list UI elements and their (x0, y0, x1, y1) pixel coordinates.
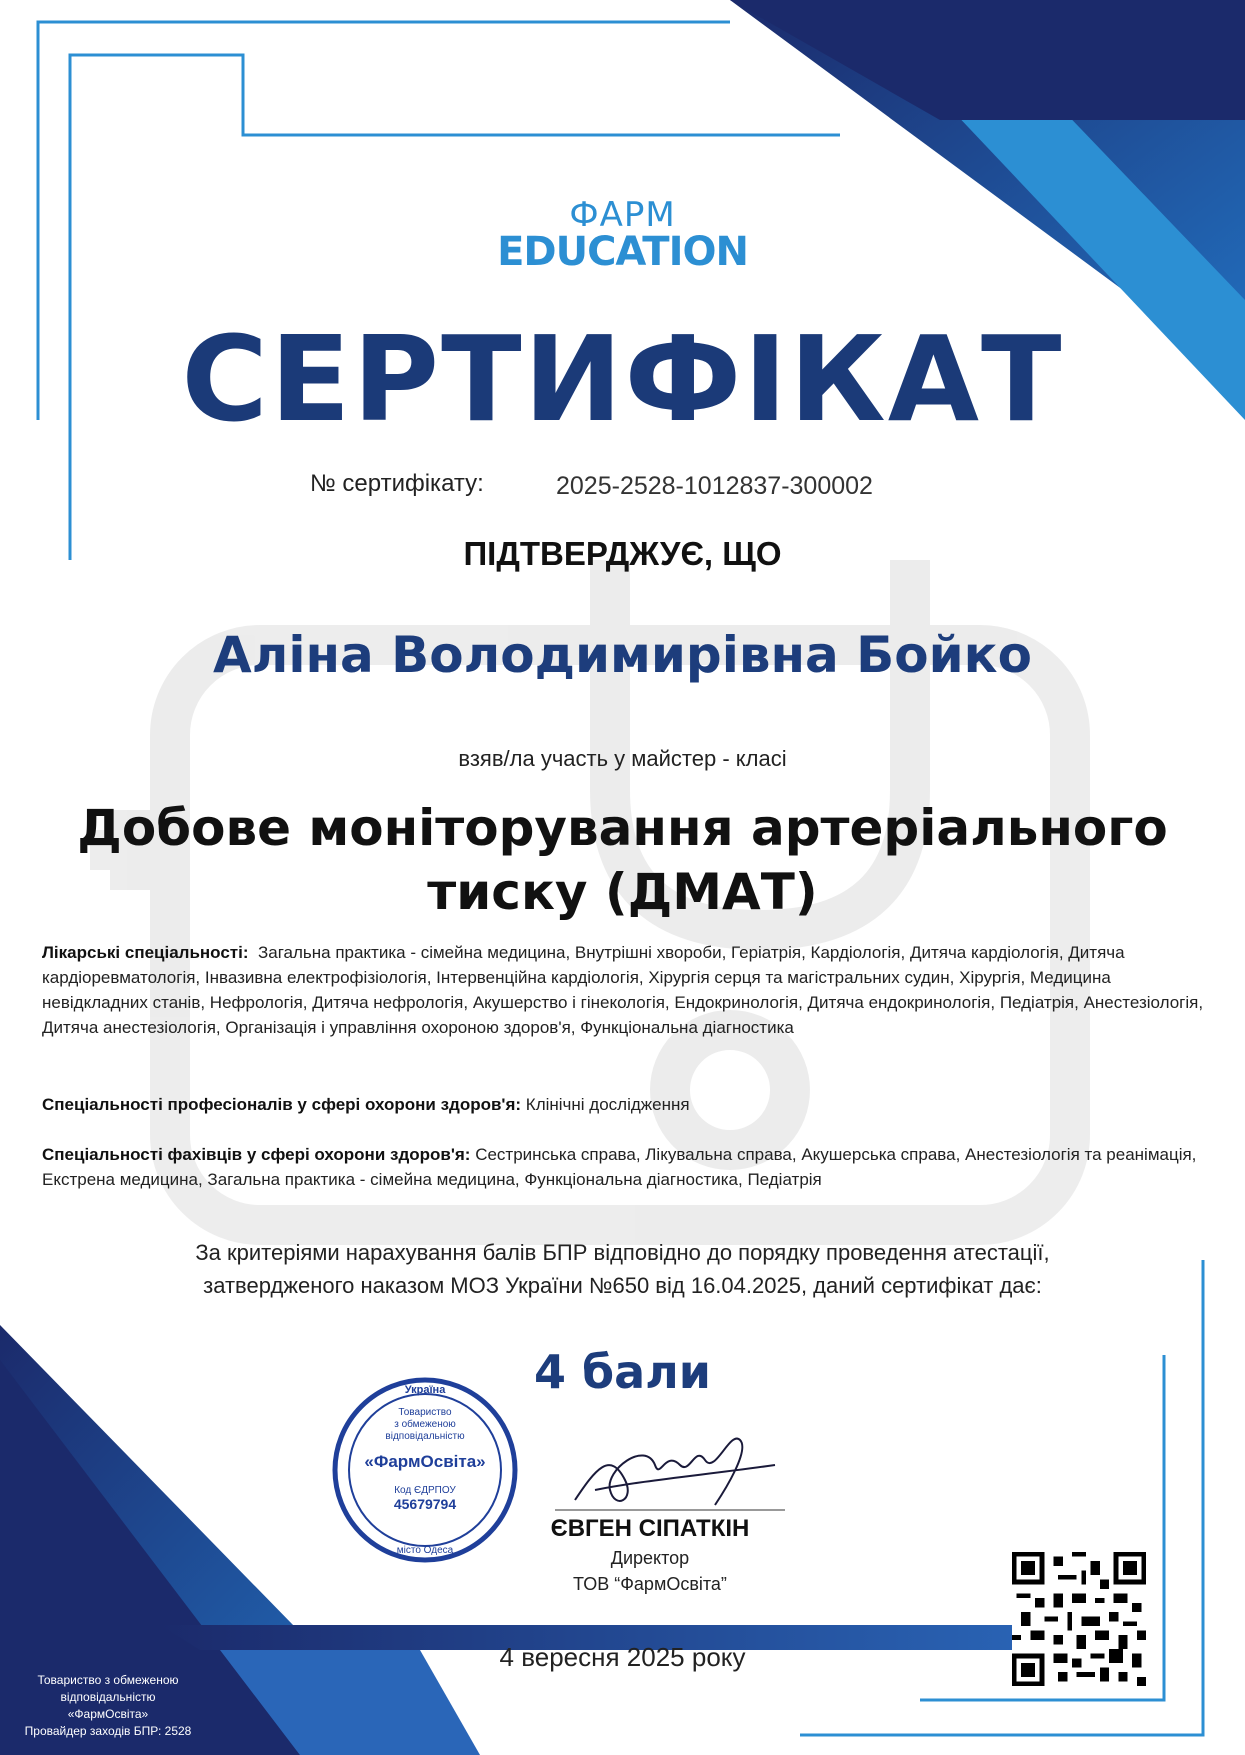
stamp-org1: Товариство (398, 1407, 452, 1418)
footer-line3: «ФармОсвіта» (67, 1707, 149, 1721)
stamp-top: Україна (404, 1384, 446, 1396)
participation-text: взяв/ла участь у майстер - класі (458, 746, 787, 771)
professional-specialties (42, 1092, 1212, 1117)
doctor-specialties-label: Лікарські спеціальності: (42, 943, 249, 962)
stamp-code: 45679794 (393, 1496, 457, 1512)
certificate-number-label: № сертифікату: (310, 470, 484, 497)
certificate-date: 4 вересня 2025 року (499, 1642, 746, 1672)
course-title-line1: Добове моніторування артеріального (77, 799, 1168, 857)
director-role: Директор (610, 1548, 690, 1568)
certificate-title: СЕРТИФІКАТ (181, 310, 1064, 448)
specialist-specialties (42, 1142, 1212, 1192)
director-organization: ТОВ “ФармОсвіта” (573, 1574, 727, 1594)
criteria-line2: затвердженого наказом МОЗ України №650 від 16.04.2025, даний сертифікат дає: (203, 1273, 1042, 1298)
confirms-heading: ПІДТВЕРДЖУЄ, ЩО (463, 535, 782, 572)
logo-line2: EDUCATION (497, 229, 748, 275)
logo-line1: ФАРМ (569, 195, 676, 235)
stamp-city: місто Одеса (396, 1545, 454, 1556)
stamp-org2: з обмеженою (394, 1419, 456, 1430)
footer-line2: відповідальністю (60, 1690, 156, 1704)
stamp-brand: «ФармОсвіта» (364, 1452, 486, 1471)
footer-line1: Товариство з обмеженою (37, 1673, 179, 1687)
doctor-specialties-text: Загальна практика - сімейна медицина, Внутрішні хвороби, Геріатрія, Кардіологія, Дитяча кардіологія, Дитяча кардіоревматологія, Інвазивна електрофізіологія, Інтервенційна кардіологія, Хірургія серця та магістральних судин, Хірургія, Медицина невідкладних станів, Нефрологія, Дитяча нефрологія, Акушерство і гінекологія, Ендокринологія, Дитяча ендокринологія, Педіатрія, Анестезіологія, Дитяча анестезіологія, Організація і управління охороною здоров'я, Функціональна діагностика (42, 943, 1204, 1037)
specialist-specialties-text: Сестринська справа, Лікувальна справа, Акушерська справа, Анестезіологія та реанімація, Екстрена медицина, Загальна практика - сімейна медицина, Функціональна діагностика, Педіатрія (42, 1145, 1197, 1189)
points-value: 4 бали (533, 1345, 712, 1399)
company-stamp (330, 1375, 520, 1565)
course-title-line2: тиску (ДМАТ) (427, 863, 818, 921)
provider-footer (8, 1672, 208, 1740)
recipient-name: Аліна Володимирівна Бойко (213, 626, 1032, 684)
certificate-number-value: 2025-2528-1012837-300002 (556, 472, 873, 500)
director-signature (555, 1410, 785, 1520)
course-title (40, 796, 1205, 924)
stamp-org3: відповідальністю (385, 1431, 465, 1442)
criteria-line1: За критеріями нарахування балів БПР відповідно до порядку проведення атестації, (195, 1240, 1050, 1265)
specialist-specialties-label: Спеціальності фахівців у сфері охорони здоров'я: (42, 1145, 471, 1164)
professional-specialties-label: Спеціальності професіоналів у сфері охорони здоров'я: (42, 1095, 522, 1114)
footer-line4: Провайдер заходів БПР: 2528 (24, 1724, 192, 1738)
doctor-specialties (42, 940, 1212, 1040)
criteria-text (60, 1236, 1185, 1302)
stamp-code-label: Код ЄДРПОУ (394, 1485, 456, 1496)
professional-specialties-text: Клінічні дослідження (525, 1095, 690, 1114)
pharm-education-logo (0, 195, 1245, 275)
director-name: ЄВГЕН СІПАТКІН (550, 1515, 750, 1542)
